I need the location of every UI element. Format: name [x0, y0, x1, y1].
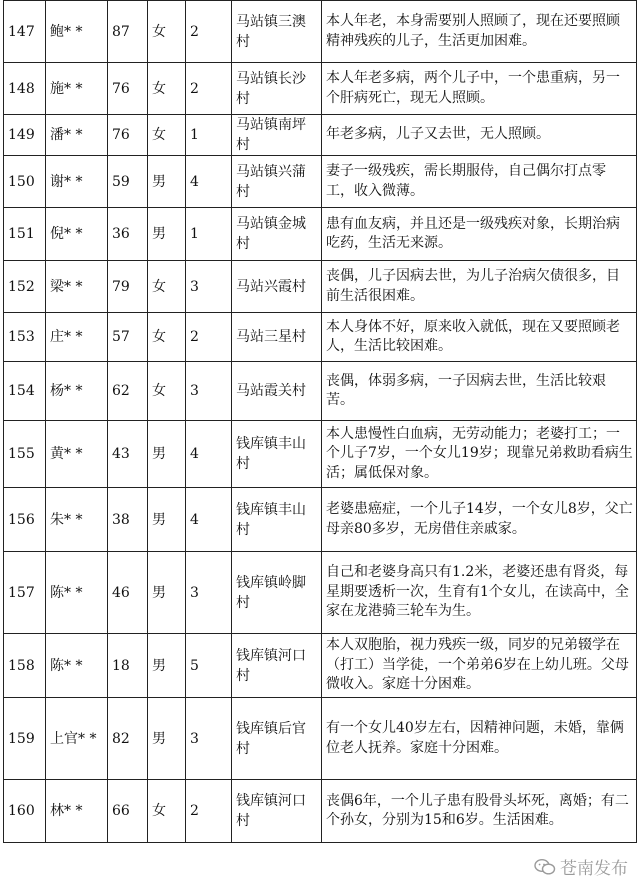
- table-row: [4, 552, 637, 634]
- gender-cell: 男: [148, 488, 186, 552]
- household-count-cell: 3: [186, 261, 232, 313]
- household-count-cell: 1: [186, 115, 232, 156]
- household-count-cell: 2: [186, 1, 232, 63]
- gender-cell: 男: [148, 156, 186, 208]
- age-cell: 87: [108, 1, 148, 63]
- address-cell: 钱库镇后官村: [232, 698, 322, 780]
- household-count-cell: 4: [186, 156, 232, 208]
- age-cell: 38: [108, 488, 148, 552]
- table-row: [4, 488, 637, 552]
- household-count-cell: 5: [186, 634, 232, 698]
- name-cell: 陈* *: [46, 634, 108, 698]
- description-cell: 患有血友病，并且还是一级残疾对象，长期治病吃药，生活无来源。: [322, 208, 637, 261]
- table-row: [4, 634, 637, 698]
- description-cell: 本人患慢性白血病，无劳动能力；老婆打工；一个儿子7岁，一个女儿19岁；现靠兄弟救助看病生活；属低保对象。: [322, 421, 637, 488]
- age-cell: 46: [108, 552, 148, 634]
- household-count-cell: 3: [186, 362, 232, 421]
- name-cell: 朱* *: [46, 488, 108, 552]
- address-cell: 马站镇长沙村: [232, 63, 322, 115]
- gender-cell: 女: [148, 362, 186, 421]
- gender-cell: 女: [148, 1, 186, 63]
- household-count-cell: 3: [186, 698, 232, 780]
- age-cell: 62: [108, 362, 148, 421]
- address-cell: 马站镇南坪村: [232, 115, 322, 156]
- name-cell: 倪* *: [46, 208, 108, 261]
- row-number: 154: [4, 362, 46, 421]
- name-cell: 黄* *: [46, 421, 108, 488]
- row-number: 148: [4, 63, 46, 115]
- table-row: [4, 115, 637, 156]
- description-cell: 老婆患癌症，一个儿子14岁，一个女儿8岁，父亡母亲80多岁，无房借住亲戚家。: [322, 488, 637, 552]
- age-cell: 18: [108, 634, 148, 698]
- age-cell: 82: [108, 698, 148, 780]
- name-cell: 梁* *: [46, 261, 108, 313]
- address-cell: 马站镇金城村: [232, 208, 322, 261]
- row-number: 160: [4, 780, 46, 843]
- household-count-cell: 2: [186, 313, 232, 362]
- table-row: [4, 261, 637, 313]
- row-number: 149: [4, 115, 46, 156]
- table-row: [4, 63, 637, 115]
- address-cell: 钱库镇丰山村: [232, 488, 322, 552]
- name-cell: 潘* *: [46, 115, 108, 156]
- address-cell: 马站镇三澳村: [232, 1, 322, 63]
- description-cell: 本人年老，本身需要别人照顾了，现在还要照顾精神残疾的儿子，生活更加困难。: [322, 1, 637, 63]
- gender-cell: 女: [148, 313, 186, 362]
- gender-cell: 女: [148, 780, 186, 843]
- table-row: [4, 1, 637, 63]
- name-cell: 杨* *: [46, 362, 108, 421]
- address-cell: 钱库镇河口村: [232, 634, 322, 698]
- table-row: [4, 313, 637, 362]
- age-cell: 76: [108, 115, 148, 156]
- description-cell: 自己和老婆身高只有1.2米，老婆还患有肾炎，每星期要透析一次，生育有1个女儿，在读高中，全家在龙港骑三轮车为生。: [322, 552, 637, 634]
- row-number: 157: [4, 552, 46, 634]
- age-cell: 76: [108, 63, 148, 115]
- household-count-cell: 1: [186, 208, 232, 261]
- table-row: [4, 421, 637, 488]
- row-number: 156: [4, 488, 46, 552]
- gender-cell: 女: [148, 63, 186, 115]
- address-cell: 马站镇兴蒲村: [232, 156, 322, 208]
- table-row: [4, 362, 637, 421]
- row-number: 153: [4, 313, 46, 362]
- table-row: [4, 698, 637, 780]
- age-cell: 36: [108, 208, 148, 261]
- table-row: [4, 780, 637, 843]
- row-number: 150: [4, 156, 46, 208]
- table-row: [4, 156, 637, 208]
- description-cell: 妻子一级残疾，需长期服侍，自己偶尔打点零工，收入微薄。: [322, 156, 637, 208]
- name-cell: 谢* *: [46, 156, 108, 208]
- household-count-cell: 2: [186, 780, 232, 843]
- name-cell: 陈* *: [46, 552, 108, 634]
- household-count-cell: 3: [186, 552, 232, 634]
- watermark-text: 苍南发布: [560, 859, 628, 879]
- name-cell: 林* *: [46, 780, 108, 843]
- name-cell: 上官* *: [46, 698, 108, 780]
- age-cell: 43: [108, 421, 148, 488]
- wechat-icon: [534, 858, 556, 876]
- address-cell: 钱库镇岭脚村: [232, 552, 322, 634]
- name-cell: 鲍* *: [46, 1, 108, 63]
- table-body: [4, 1, 637, 843]
- gender-cell: 男: [148, 421, 186, 488]
- gender-cell: 男: [148, 634, 186, 698]
- gender-cell: 男: [148, 208, 186, 261]
- address-cell: 马站兴霞村: [232, 261, 322, 313]
- assistance-table: [3, 0, 637, 843]
- gender-cell: 女: [148, 115, 186, 156]
- row-number: 159: [4, 698, 46, 780]
- age-cell: 57: [108, 313, 148, 362]
- table-row: [4, 208, 637, 261]
- gender-cell: 男: [148, 552, 186, 634]
- household-count-cell: 4: [186, 488, 232, 552]
- address-cell: 钱库镇丰山村: [232, 421, 322, 488]
- address-cell: 马站霞关村: [232, 362, 322, 421]
- description-cell: 丧偶6年，一个儿子患有股骨头坏死，离婚；有二个孙女，分别为15和6岁。生活困难。: [322, 780, 637, 843]
- row-number: 147: [4, 1, 46, 63]
- household-count-cell: 4: [186, 421, 232, 488]
- age-cell: 59: [108, 156, 148, 208]
- age-cell: 66: [108, 780, 148, 843]
- row-number: 151: [4, 208, 46, 261]
- name-cell: 施* *: [46, 63, 108, 115]
- description-cell: 丧偶，儿子因病去世，为儿子治病欠债很多，目前生活很困难。: [322, 261, 637, 313]
- description-cell: 丧偶，体弱多病，一子因病去世，生活比较艰苦。: [322, 362, 637, 421]
- address-cell: 马站三星村: [232, 313, 322, 362]
- household-count-cell: 2: [186, 63, 232, 115]
- gender-cell: 男: [148, 698, 186, 780]
- description-cell: 本人身体不好，原来收入就低，现在又要照顾老人，生活比较困难。: [322, 313, 637, 362]
- age-cell: 79: [108, 261, 148, 313]
- row-number: 152: [4, 261, 46, 313]
- watermark: [534, 854, 628, 879]
- row-number: 155: [4, 421, 46, 488]
- description-cell: 本人年老多病，两个儿子中，一个患重病，另一个肝病死亡，现无人照顾。: [322, 63, 637, 115]
- address-cell: 钱库镇河口村: [232, 780, 322, 843]
- gender-cell: 女: [148, 261, 186, 313]
- description-cell: 有一个女儿40岁左右，因精神问题，未婚，靠俩位老人抚养。家庭十分困难。: [322, 698, 637, 780]
- row-number: 158: [4, 634, 46, 698]
- name-cell: 庄* *: [46, 313, 108, 362]
- description-cell: 本人双胞胎，视力残疾一级，同岁的兄弟辍学在（打工）当学徒，一个弟弟6岁在上幼儿班。父母微收入。家庭十分困难。: [322, 634, 637, 698]
- description-cell: 年老多病，儿子又去世，无人照顾。: [322, 115, 637, 156]
